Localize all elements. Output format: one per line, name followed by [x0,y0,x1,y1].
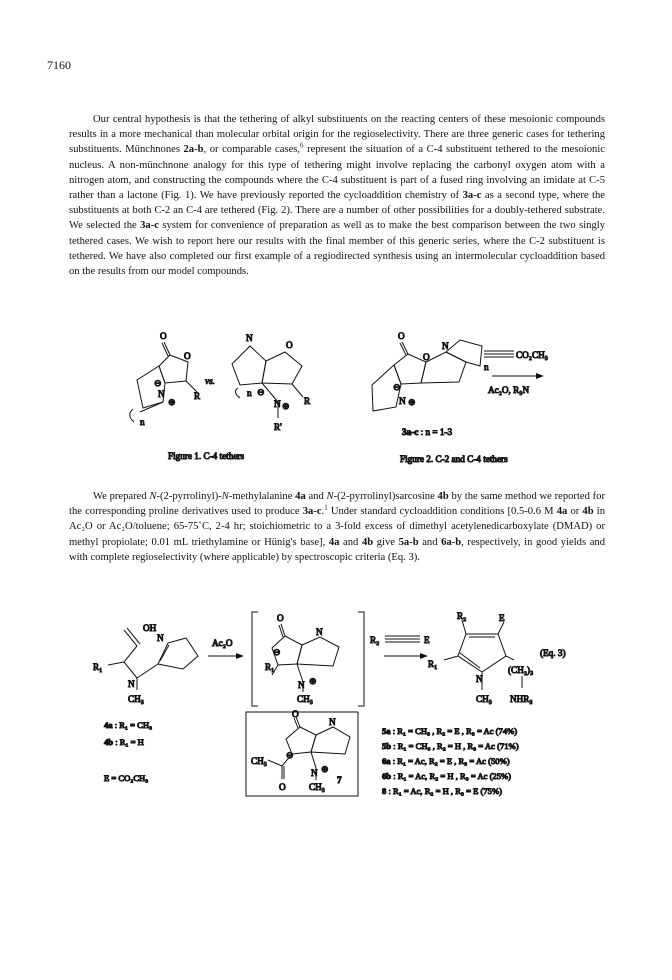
figure1-structure-imidate [232,346,303,418]
product-r2: R₂ [457,611,467,621]
scheme-reagent-ac2o: Ac₂O [212,638,233,648]
equation-number: (Eq. 3) [540,648,566,658]
fig1-imidate-plus: ⊕ [282,401,290,411]
c7-number: 7 [337,775,342,785]
compound-4a: 4a : R₁ = CH₃ [104,720,153,730]
int-nitrogen-top: N [316,627,323,637]
fig1-imidate-minus: ⊖ [257,387,265,397]
fig2-reagent-ester: CO₂CH₃ [516,350,548,360]
paragraph-preparation: We prepared N-(2-pyrrolinyl)-N-methylalanine 4a and N-(2-pyrrolinyl)sarcosine 4b by the same method we reported for the corresponding proline derivatives used to produce 3a-c.$^1$ Under standard cycloaddition conditions [0.5-0.6 M 4a or 4b in Ac₂O or Ac₂O/toluene; 65-75˚C, 2-4 hr; stoichiometric to a 3-fold excess of dimethyl acetylenedicarboxylate (DMAD) or methyl propiolate; 0.01 mL triethylamine or Hünig's base], 4a and 4b give 5a-b and 6a-b, respectively, in good yields and with complete regioselectivity (where applicable) by spectroscopic criteria (Eq. 3). [69,491,606,563]
product-pyrrole [444,620,522,690]
fig2-compound-range: 3a-c : n = 1-3 [402,427,453,437]
sm-nitrogen-amine: N [128,679,135,689]
fig1-imidate-n-subscript: n [247,388,252,398]
e-definition: E = CO₂CH₃ [104,773,149,783]
fig1-imidate-rprime: R' [274,422,282,432]
product-amide: NHR₃ [510,694,533,704]
alkyne-r2: R₂ [370,635,380,645]
product-r1: R₁ [428,659,438,669]
fig2-reagent-conditions: Ac₂O, R₃N [488,385,530,395]
int-minus: ⊖ [273,647,281,657]
int-oxygen-carbonyl: O [277,613,284,623]
fig1-imidate-n-plus: N [274,399,281,409]
product-8: 8 : R₁ = Ac, R₂ = H , R₃ = E (75%) [382,786,502,796]
fig1-plus-charge: ⊕ [168,397,176,407]
product-6b: 6b : R₁ = Ac, R₂ = H , R₃ = Ac (25%) [382,771,512,781]
figure2-caption: Figure 2. C-2 and C-4 tethers [400,454,508,464]
intermediate-munchnone [272,624,339,692]
fig2-nitrogen-top: N [442,341,449,351]
fig1-minus-charge: ⊖ [154,378,162,388]
fig1-nitrogen: N [158,389,165,399]
figure1-caption: Figure 1. C-4 tethers [168,451,245,461]
c7-oxygen-carbonyl: O [292,709,299,719]
sm-r1: R₁ [93,662,103,672]
fig2-nitrogen-plus: N [399,396,406,406]
sm-hydroxyl: OH [143,623,157,633]
int-plus: ⊕ [309,676,317,686]
c7-methyl: CH₃ [309,782,325,792]
c7-plus: ⊕ [321,764,329,774]
product-5a: 5a : R₁ = CH₃ , R₂ = E , R₃ = Ac (74%) [382,726,518,736]
fig1-imidate-nitrogen: N [246,333,253,343]
product-methyl: CH₃ [476,694,492,704]
paragraph-hypothesis: Our central hypothesis is that the tethering of alkyl substituents on the reacting centers of these mesoionic compounds results in a more mechanical than molecular orbital origin for the regioselectivity. There are three generic cases for tethering substituents. Münchnones 2a-b, or comparable cases,$^6$ represent the situation of a C-4 substituent tethered to the mesoionic nucleus. A non-münchnone analogy for this type of tethering might involve replacing the carbonyl oxygen atom with a nitrogen atom, and constructing the compounds where the C-4 substituent is part of a fused ring involving an imidate at C-5 rather than a lactone (Fig. 1). We have previously reported the cycloaddition chemistry of 3a-c as a second type, where the substituents at both C-2 an C-4 are tethered (Fig. 2). There are a number of other possibilities for a doubly-tethered substrate. We selected the 3a-c system for convenience of preparation as well as to make the best comparison between the two singly tethered cases. We wish to report here our results with the final member of this generic series, where the C-2 substituent is tethered. We have also completed our first example of a regiodirected synthesis using an intermolecular cycloaddition based on the results from our model compounds. [69,114,605,278]
c7-acetyl-methyl: CH₃ [251,756,267,766]
int-nitrogen-plus: N [298,680,305,690]
c7-nitrogen-top: N [329,717,336,727]
fig2-plus: ⊕ [408,397,416,407]
fig2-oxygen-carbonyl: O [398,331,405,341]
fig2-oxygen-ring: O [423,352,430,362]
fig1-imidate-oxygen: O [286,340,293,350]
c7-acetyl-oxygen: O [279,782,286,792]
product-5b: 5b : R₁ = CH₃ , R₂ = H , R₃ = Ac (71%) [382,741,519,751]
sm-methyl: CH₃ [128,694,144,704]
page-number: 7160 [47,58,71,72]
fig1-imidate-r: R [304,396,311,406]
fig2-n-subscript: n [484,362,489,372]
int-r1: R₁ [265,662,275,672]
starting-material-4 [108,628,198,690]
versus-label: vs. [205,376,215,386]
product-nitrogen: N [476,674,483,684]
product-ester: E [499,613,505,623]
product-6a: 6a : R₁ = Ac, R₂ = E , R₃ = Ac (50%) [382,756,510,766]
sm-nitrogen-ring: N [157,633,164,643]
product-chain: (CH₂)₃ [508,665,534,675]
fig1-oxygen-carbonyl: O [160,331,167,341]
c7-minus: ⊖ [286,750,294,760]
alkyne-ester: E [424,635,430,645]
compound-4b: 4b : R₁ = H [104,737,144,747]
compound-7 [268,717,350,780]
fig1-oxygen-ring: O [184,351,191,361]
fig2-minus: ⊖ [393,382,401,392]
int-methyl: CH₃ [297,694,313,704]
fig1-n-subscript: n [140,417,145,427]
c7-nitrogen-plus: N [311,768,318,778]
fig1-r-substituent: R [194,391,201,401]
figure2-structure-3a-c [372,340,482,411]
